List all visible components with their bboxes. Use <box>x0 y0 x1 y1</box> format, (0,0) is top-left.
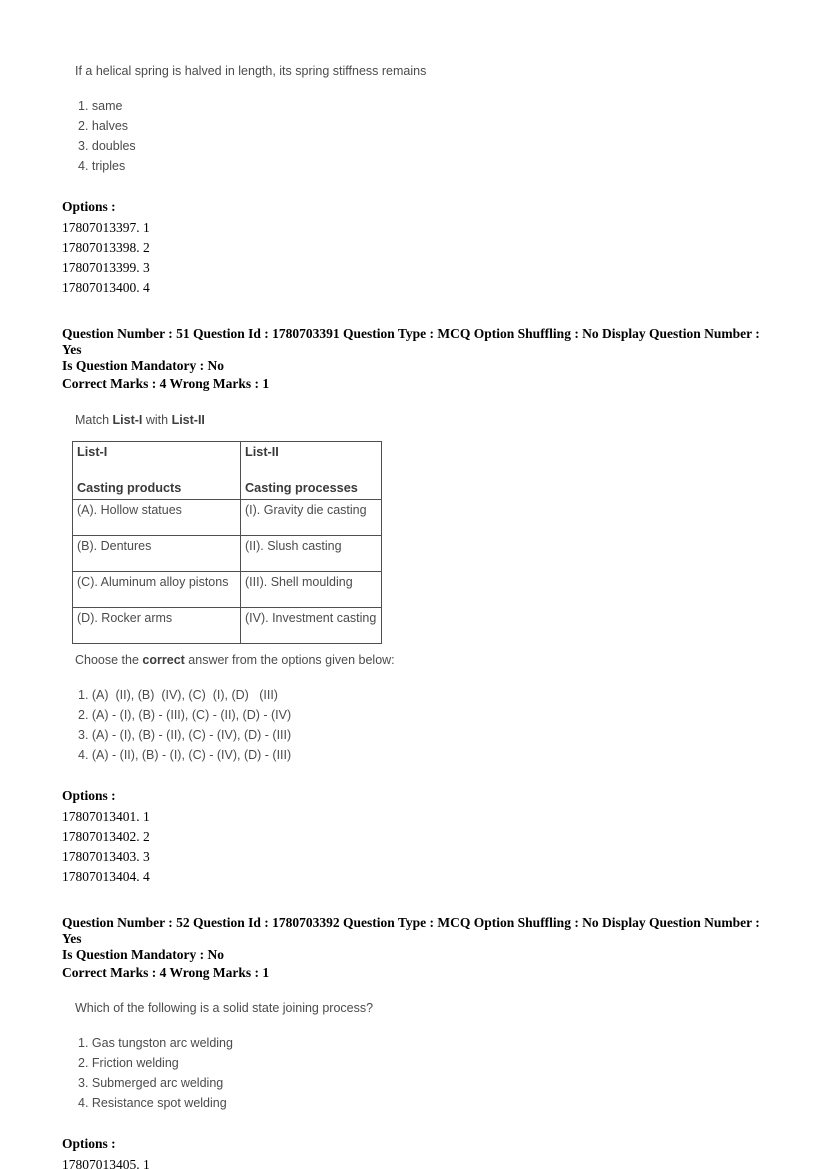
table-cell-left: (B). Dentures <box>73 536 241 572</box>
question-52-metadata <box>62 915 771 981</box>
table-col1-subtitle: Casting products <box>77 481 182 495</box>
choose-bold: correct <box>142 653 185 667</box>
options-label: Options : <box>62 1136 116 1151</box>
question-50-option-ids <box>62 218 771 298</box>
choose-instruction <box>75 653 771 668</box>
option-id-row: 17807013399. 3 <box>62 260 150 275</box>
choose-pre: Choose the <box>75 653 143 667</box>
table-col1-title: List-I <box>77 445 108 459</box>
option-id-row: 17807013405. 1 <box>62 1157 150 1169</box>
question-50-text: If a helical spring is halved in length, its spring stiffness remains <box>75 64 427 78</box>
options-label: Options : <box>62 199 116 214</box>
question-52-option-ids <box>62 1155 771 1169</box>
meta-line: Is Question Mandatory : No <box>62 947 225 962</box>
question-51-text <box>75 413 771 428</box>
options-label: Options : <box>62 788 116 803</box>
option-id-row: 17807013402. 2 <box>62 829 150 844</box>
match-table-row <box>73 608 382 644</box>
question-51-option-ids <box>62 807 771 887</box>
meta-line: Is Question Mandatory : No <box>62 358 225 373</box>
choice-item: 1. (A) (II), (B) (IV), (C) (I), (D) (III) <box>78 688 278 702</box>
choice-item: 2. Friction welding <box>78 1056 179 1070</box>
question-52-block <box>62 915 771 1169</box>
choice-item: 1. Gas tungston arc welding <box>78 1036 233 1050</box>
meta-line-marks: Correct Marks : 4 Wrong Marks : 1 <box>62 965 270 980</box>
option-id-row: 17807013397. 1 <box>62 220 150 235</box>
choice-item: 3. Submerged arc welding <box>78 1076 224 1090</box>
option-id-row: 17807013400. 4 <box>62 280 150 295</box>
match-table-header-row <box>73 442 382 500</box>
question-50-block <box>62 64 771 298</box>
table-col2-subtitle: Casting processes <box>245 481 358 495</box>
match-list2: List-II <box>171 413 205 427</box>
option-id-row: 17807013401. 1 <box>62 809 150 824</box>
question-50-choices <box>78 96 771 176</box>
choice-item: 4. Resistance spot welding <box>78 1096 227 1110</box>
meta-line-marks: Correct Marks : 4 Wrong Marks : 1 <box>62 376 270 391</box>
table-header-list2 <box>241 442 382 500</box>
option-id-row: 17807013404. 4 <box>62 869 150 884</box>
choice-item: 3. doubles <box>78 139 136 153</box>
choice-item: 3. (A) - (I), (B) - (II), (C) - (IV), (D) - (III) <box>78 728 292 742</box>
table-cell-right: (I). Gravity die casting <box>241 500 382 536</box>
match-table-row <box>73 500 382 536</box>
question-51-metadata <box>62 326 771 392</box>
match-pre: Match <box>75 413 113 427</box>
option-id-row: 17807013398. 2 <box>62 240 150 255</box>
table-cell-right: (II). Slush casting <box>241 536 382 572</box>
match-table-row <box>73 536 382 572</box>
table-cell-right: (IV). Investment casting <box>241 608 382 644</box>
choice-item: 4. (A) - (II), (B) - (I), (C) - (IV), (D) - (III) <box>78 748 292 762</box>
question-51-choices <box>78 685 771 765</box>
table-header-list1 <box>73 442 241 500</box>
question-52-text: Which of the following is a solid state joining process? <box>75 1001 374 1015</box>
match-mid: with <box>142 413 172 427</box>
table-cell-left: (C). Aluminum alloy pistons <box>73 572 241 608</box>
question-51-block <box>62 326 771 887</box>
table-cell-right: (III). Shell moulding <box>241 572 382 608</box>
table-col2-title: List-II <box>245 445 279 459</box>
meta-line: Question Number : 51 Question Id : 1780703391 Question Type : MCQ Option Shuffling : No Display Question Number : Yes <box>62 326 760 357</box>
table-cell-left: (D). Rocker arms <box>73 608 241 644</box>
choose-post: answer from the options given below: <box>184 653 395 667</box>
option-id-row: 17807013403. 3 <box>62 849 150 864</box>
choice-item: 2. (A) - (I), (B) - (III), (C) - (II), (D) - (IV) <box>78 708 292 722</box>
table-cell-left: (A). Hollow statues <box>73 500 241 536</box>
choice-item: 4. triples <box>78 159 126 173</box>
choice-item: 1. same <box>78 99 123 113</box>
question-52-choices <box>78 1033 771 1113</box>
match-list1: List-I <box>112 413 143 427</box>
match-table <box>72 441 382 644</box>
meta-line: Question Number : 52 Question Id : 1780703392 Question Type : MCQ Option Shuffling : No Display Question Number : Yes <box>62 915 760 946</box>
choice-item: 2. halves <box>78 119 129 133</box>
match-table-row <box>73 572 382 608</box>
